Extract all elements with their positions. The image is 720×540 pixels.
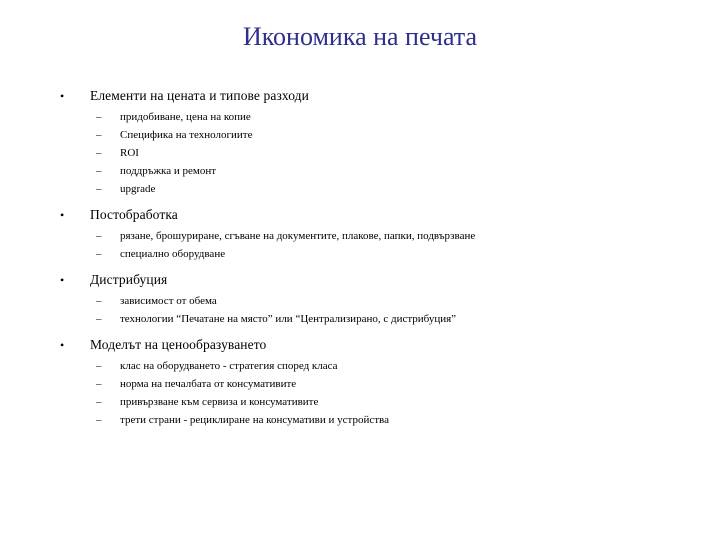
- sub-item: [58, 230, 698, 248]
- section: [58, 207, 698, 266]
- sub-item-text: ROI: [120, 147, 139, 159]
- dash-icon: –: [96, 129, 102, 141]
- dash-icon: –: [96, 165, 102, 177]
- bullet-icon: •: [60, 208, 65, 222]
- bullet-list: [58, 88, 698, 438]
- bullet-item: [58, 272, 698, 292]
- sub-item-text: клас на оборудването - стратегия според класа: [120, 360, 338, 372]
- sub-list: [58, 230, 698, 266]
- sub-item-text: рязане, брошуриране, сгъване на документите, плакове, папки, подвързване: [120, 230, 476, 242]
- bullet-icon: •: [60, 273, 65, 287]
- sub-item-text: придобиване, цена на копие: [120, 111, 251, 123]
- sub-item: [58, 295, 698, 313]
- sub-item: [58, 129, 698, 147]
- sub-item-text: Специфика на технологиите: [120, 129, 253, 141]
- dash-icon: –: [96, 147, 102, 159]
- sub-item-text: специално оборудване: [120, 248, 226, 260]
- dash-icon: –: [96, 378, 102, 390]
- sub-item-text: привързване към сервиза и консумативите: [120, 396, 319, 408]
- sub-item: [58, 183, 698, 201]
- sub-item-text: upgrade: [120, 183, 156, 195]
- dash-icon: –: [96, 111, 102, 123]
- sub-item: [58, 396, 698, 414]
- section: [58, 337, 698, 432]
- bullet-icon: •: [60, 89, 65, 103]
- dash-icon: –: [96, 230, 102, 242]
- sub-item-text: норма на печалбата от консумативите: [120, 378, 297, 390]
- sub-item: [58, 313, 698, 331]
- sub-item: [58, 248, 698, 266]
- bullet-heading: Постобработка: [90, 207, 178, 222]
- bullet-heading: Моделът на ценообразуването: [90, 337, 267, 352]
- sub-item-text: поддръжка и ремонт: [120, 165, 217, 177]
- sub-item: [58, 147, 698, 165]
- sub-item: [58, 111, 698, 129]
- dash-icon: –: [96, 183, 102, 195]
- bullet-heading: Елементи на цената и типове разходи: [90, 88, 309, 103]
- bullet-item: [58, 207, 698, 227]
- bullet-item: [58, 337, 698, 357]
- sub-item-text: трети страни - рециклиране на консумативи и устройства: [120, 414, 389, 426]
- sub-item-text: технологии “Печатане на място” или “Централизирано, с дистрибуция”: [120, 313, 457, 325]
- dash-icon: –: [96, 295, 102, 307]
- dash-icon: –: [96, 396, 102, 408]
- sub-list: [58, 111, 698, 201]
- section: [58, 272, 698, 331]
- bullet-heading: Дистрибуция: [90, 272, 168, 287]
- dash-icon: –: [96, 414, 102, 426]
- sub-item: [58, 360, 698, 378]
- sub-item-text: зависимост от обема: [120, 295, 217, 307]
- bullet-item: [58, 88, 698, 108]
- dash-icon: –: [96, 313, 102, 325]
- bullet-icon: •: [60, 338, 65, 352]
- section: [58, 88, 698, 201]
- dash-icon: –: [96, 248, 102, 260]
- slide-title: Икономика на печата: [242, 22, 478, 51]
- sub-list: [58, 295, 698, 331]
- sub-item: [58, 378, 698, 396]
- sub-list: [58, 360, 698, 432]
- dash-icon: –: [96, 360, 102, 372]
- sub-item: [58, 165, 698, 183]
- sub-item: [58, 414, 698, 432]
